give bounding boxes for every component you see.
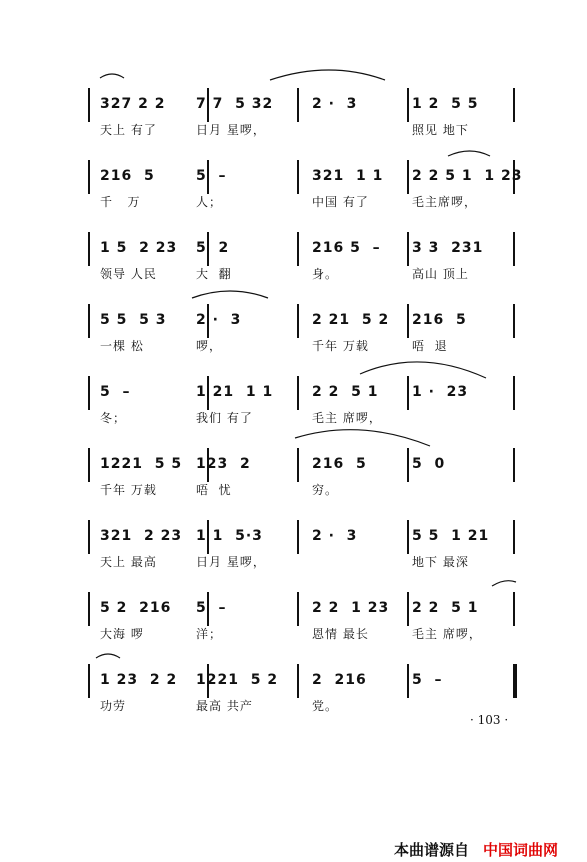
jianpu-notes: 123 2 <box>196 456 251 472</box>
lyric-line: 功劳 <box>100 699 127 713</box>
barline <box>407 376 409 410</box>
jianpu-notes: 5 – <box>196 168 227 184</box>
jianpu-notes: 5 2 <box>196 240 230 256</box>
jianpu-notes: 2 2 5 1 <box>412 600 479 616</box>
lyric-line: 冬； <box>100 411 127 425</box>
lyric-line: 身。 <box>312 267 339 281</box>
barline <box>513 664 517 698</box>
lyric-line: 日月 星啰， <box>196 555 266 569</box>
barline <box>513 232 515 266</box>
barline <box>513 448 515 482</box>
barline <box>407 232 409 266</box>
barline <box>297 448 299 482</box>
jianpu-notes: 1221 5 2 <box>196 672 279 688</box>
lyric-line: 最高 共产 <box>196 699 253 713</box>
barline <box>513 592 515 626</box>
barline <box>297 376 299 410</box>
lyric-line: 中国 有了 <box>312 195 369 209</box>
jianpu-notes: 1 23 2 2 <box>100 672 178 688</box>
lyric-line: 照见 地下 <box>412 123 469 137</box>
lyric-line: 千 万 <box>100 195 141 209</box>
jianpu-notes: 5 5 5 3 <box>100 312 167 328</box>
lyric-line: 大海 啰 <box>100 627 144 641</box>
lyric-line: 唔 退 <box>412 339 448 353</box>
lyric-line: 恩情 最长 <box>312 627 369 641</box>
score-system <box>0 304 587 364</box>
jianpu-notes: 321 2 23 <box>100 528 183 544</box>
barline <box>407 304 409 338</box>
jianpu-notes: 1221 5 5 <box>100 456 183 472</box>
jianpu-notes: 5 – <box>412 672 443 688</box>
barline <box>407 520 409 554</box>
jianpu-notes: 2 2 5 1 1 23 <box>412 168 523 184</box>
barline <box>297 304 299 338</box>
lyric-line: 地下 最深 <box>412 555 469 569</box>
barline <box>88 304 90 338</box>
jianpu-notes: 321 1 1 <box>312 168 384 184</box>
barline <box>513 304 515 338</box>
lyric-line: 高山 顶上 <box>412 267 469 281</box>
barline <box>297 592 299 626</box>
jianpu-notes: 2 2 1 23 <box>312 600 390 616</box>
barline <box>88 232 90 266</box>
lyric-line: 大 翻 <box>196 267 232 281</box>
lyric-line: 千年 万载 <box>312 339 369 353</box>
barline <box>88 160 90 194</box>
jianpu-notes: 5 – <box>100 384 131 400</box>
lyric-line: 毛主席啰， <box>412 195 478 209</box>
jianpu-notes: 2 216 <box>312 672 367 688</box>
barline <box>297 160 299 194</box>
jianpu-notes: 5 0 <box>412 456 446 472</box>
score-system <box>0 592 587 652</box>
score-system <box>0 88 587 148</box>
jianpu-notes: 327 2 2 <box>100 96 166 112</box>
jianpu-notes: 1 · 23 <box>412 384 469 400</box>
lyric-line: 一棵 松 <box>100 339 144 353</box>
lyric-line: 洋； <box>196 627 223 641</box>
lyric-line: 天上 最高 <box>100 555 157 569</box>
jianpu-notes: 5 5 1 21 <box>412 528 490 544</box>
barline <box>407 88 409 122</box>
barline <box>297 664 299 698</box>
source-footer <box>394 838 580 860</box>
lyric-line: 毛主 席啰， <box>312 411 382 425</box>
barline <box>407 592 409 626</box>
lyric-line: 啰， <box>196 339 223 353</box>
lyric-line: 天上 有了 <box>100 123 157 137</box>
barline <box>513 376 515 410</box>
jianpu-notes: 1 21 1 1 <box>196 384 274 400</box>
score-system <box>0 520 587 580</box>
barline <box>407 448 409 482</box>
lyric-line: 毛主 席啰， <box>412 627 482 641</box>
barline <box>513 88 515 122</box>
score-system <box>0 448 587 508</box>
barline <box>297 88 299 122</box>
barline <box>88 88 90 122</box>
jianpu-notes: 2 · 3 <box>312 96 358 112</box>
jianpu-notes: 5 2 216 <box>100 600 172 616</box>
barline <box>88 448 90 482</box>
lyric-line: 唔 忧 <box>196 483 232 497</box>
jianpu-notes: 216 5 <box>412 312 467 328</box>
barline <box>88 592 90 626</box>
barline <box>88 520 90 554</box>
jianpu-notes: 216 5 – <box>312 240 381 256</box>
jianpu-notes: 1 2 5 5 <box>412 96 479 112</box>
barline <box>88 664 90 698</box>
lyric-line: 千年 万载 <box>100 483 157 497</box>
barline <box>297 520 299 554</box>
jianpu-notes: 216 5 <box>100 168 155 184</box>
lyric-line: 我们 有了 <box>196 411 253 425</box>
lyric-line: 领导 人民 <box>100 267 157 281</box>
barline <box>407 664 409 698</box>
jianpu-notes: 2 · 3 <box>312 528 358 544</box>
score-system <box>0 160 587 220</box>
page-number: · 103 · <box>470 713 509 727</box>
jianpu-notes: 1 5 2 23 <box>100 240 178 256</box>
lyric-line: 日月 星啰， <box>196 123 266 137</box>
barline <box>407 160 409 194</box>
jianpu-notes: 2 · 3 <box>196 312 242 328</box>
barline <box>297 232 299 266</box>
barline <box>513 520 515 554</box>
lyric-line: 党。 <box>312 699 339 713</box>
footer-site-link[interactable]: 中国词曲网 <box>483 840 559 859</box>
jianpu-notes: 1 1 5·3 <box>196 528 263 544</box>
footer-source-text: 本曲谱源自 <box>394 840 470 859</box>
jianpu-notes: 7 7 5 32 <box>196 96 274 112</box>
lyric-line: 穷。 <box>312 483 339 497</box>
jianpu-notes: 2 2 5 1 <box>312 384 379 400</box>
jianpu-notes: 3 3 231 <box>412 240 484 256</box>
score-system <box>0 232 587 292</box>
jianpu-notes: 5 – <box>196 600 227 616</box>
jianpu-notes: 216 5 <box>312 456 367 472</box>
lyric-line: 人； <box>196 195 223 209</box>
barline <box>88 376 90 410</box>
score-system <box>0 376 587 436</box>
jianpu-notes: 2 21 5 2 <box>312 312 390 328</box>
